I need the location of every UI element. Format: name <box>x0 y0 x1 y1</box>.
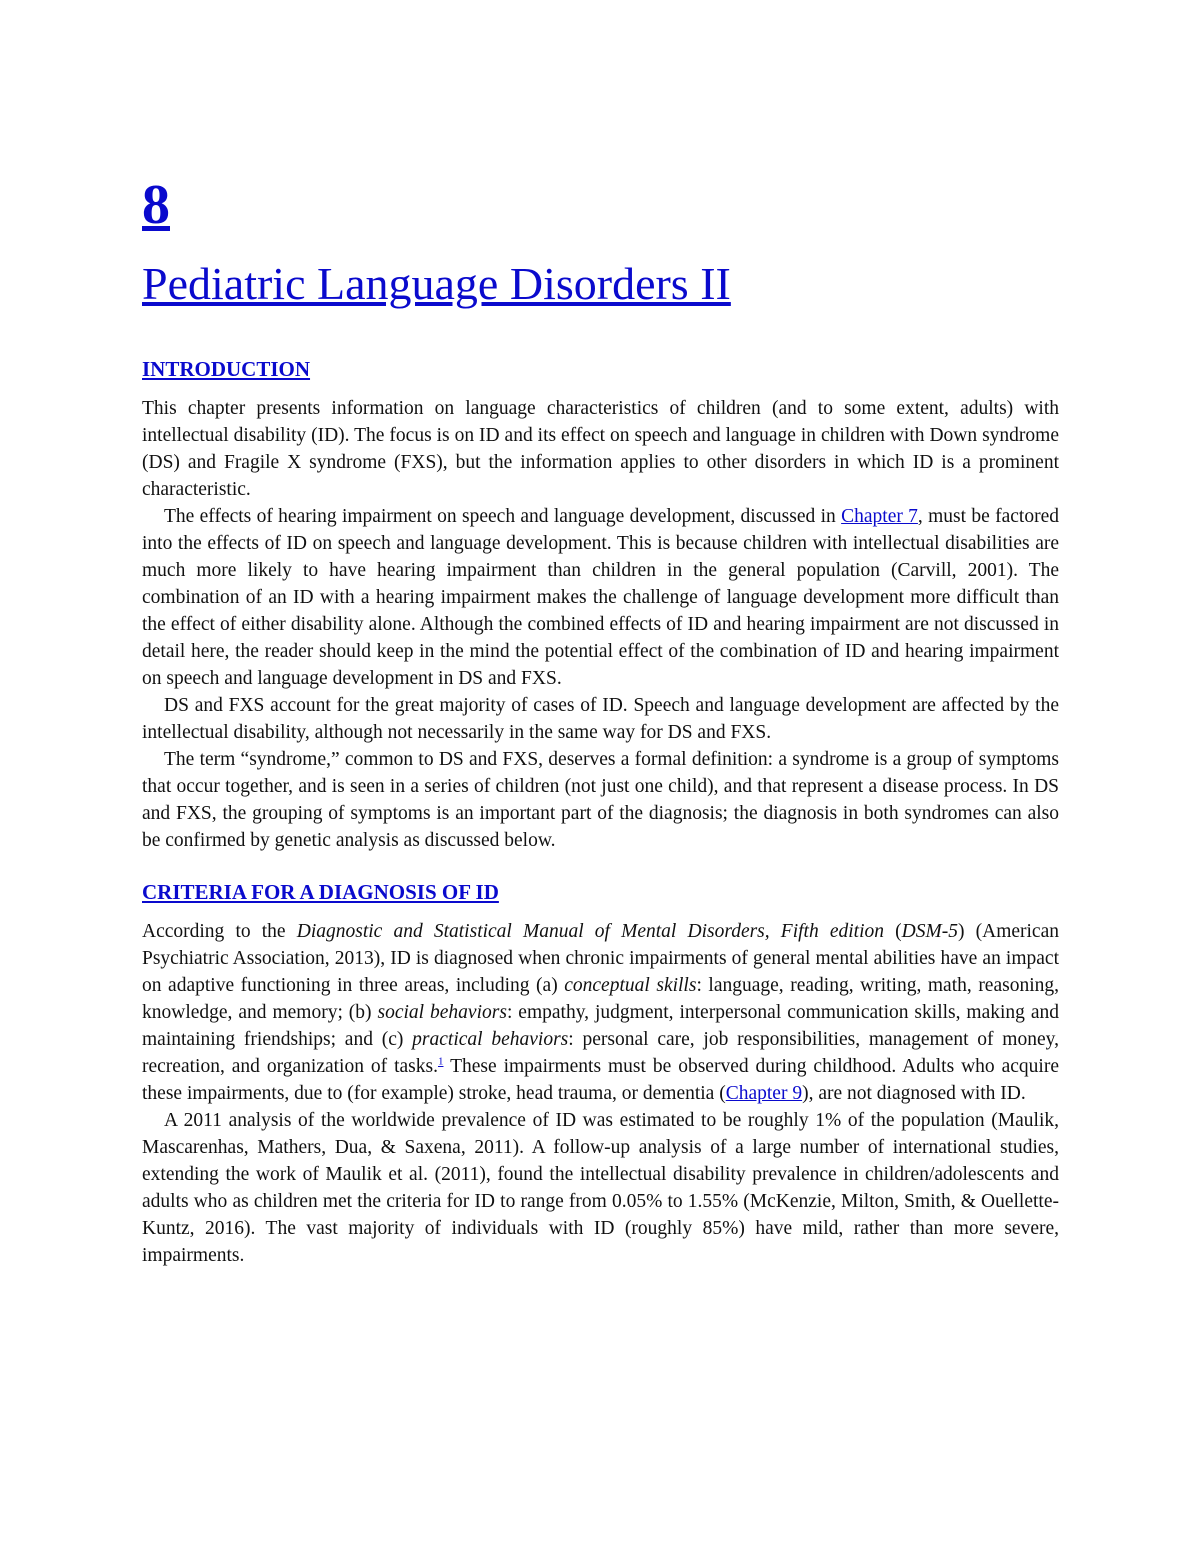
criteria-paragraph-2: A 2011 analysis of the worldwide prevalence of ID was estimated to be roughly 1% of the population (Maulik, Mascarenhas, Mathers, Dua, & Saxena, 2011). A follow-up analysis of a large number of international studies, extending the work of Maulik et al. (2011), found the intellectual disability prevalence in children/adolescents and adults who as children met the criteria for ID to range from 0.05% to 1.55% (McKenzie, Milton, Smith, & Ouellette-Kuntz, 2016). The vast majority of individuals with ID (roughly 85%) have mild, rather than more severe, impairments. <box>142 1110 1059 1266</box>
document-page <box>142 175 1059 1269</box>
section-heading-introduction <box>142 355 1059 383</box>
introduction-heading-link[interactable]: INTRODUCTION <box>142 357 311 381</box>
criteria-paragraph-1 <box>142 918 1059 1107</box>
dsm-abbrev: DSM-5 <box>901 921 958 942</box>
criteria-text-h: ), are not diagnosed with ID. <box>802 1083 1026 1104</box>
criteria-text-g: These impairments must be observed during childhood. Adults who acquire these impairments, due to (for example) stroke, head trauma, or dementia ( <box>142 1056 1060 1104</box>
intro-paragraph-3: DS and FXS account for the great majority of cases of ID. Speech and language development are affected by the intellectual disability, although not necessarily in the same way for DS and FXS. <box>142 695 1059 743</box>
criteria-text-d: : language, reading, writing, math, reasoning, knowledge, and memory; (b) <box>142 975 1059 1023</box>
social-behaviors-term: social behaviors <box>377 1002 507 1023</box>
section-heading-criteria <box>142 878 1059 906</box>
intro-p2-text-before: The effects of hearing impairment on speech and language development, discussed in <box>164 506 842 527</box>
criteria-text-c: ) (American Psychiatric Association, 2013), ID is diagnosed when chronic impairments of general mental abilities have an impact on adaptive functioning in three areas, including (a) <box>142 921 1059 996</box>
criteria-text-e: : empathy, judgment, interpersonal communication skills, making and maintaining friendships; and (c) <box>142 1002 1060 1050</box>
dsm-manual-title: Diagnostic and Statistical Manual of Mental Disorders, Fifth edition <box>296 921 885 942</box>
criteria-heading-link[interactable]: CRITERIA FOR A DIAGNOSIS OF ID <box>142 880 499 904</box>
chapter-number <box>142 175 1059 235</box>
chapter-9-link[interactable]: Chapter 9 <box>725 1083 803 1104</box>
criteria-text-f: : personal care, job responsibilities, management of money, recreation, and organization of tasks. <box>142 1029 1059 1077</box>
footnote-1-link[interactable]: 1 <box>437 1055 444 1068</box>
intro-paragraph-4: The term “syndrome,” common to DS and FXS, deserves a formal definition: a syndrome is a group of symptoms that occur together, and is seen in a series of children (not just one child), and that represent a disease process. In DS and FXS, the grouping of symptoms is an important part of the diagnosis; the diagnosis in both syndromes can also be confirmed by genetic analysis as discussed below. <box>142 749 1059 851</box>
criteria-text-a: According to the <box>142 921 297 942</box>
intro-paragraph-1: This chapter presents information on language characteristics of children (and to some extent, adults) with intellectual disability (ID). The focus is on ID and its effect on speech and language in children with Down syndrome (DS) and Fragile X syndrome (FXS), but the information applies to other disorders in which ID is a prominent characteristic. <box>142 398 1059 500</box>
conceptual-skills-term: conceptual skills <box>564 975 697 996</box>
criteria-text-b: ( <box>884 921 902 942</box>
chapter-title <box>142 257 1059 311</box>
intro-p2-text-after: , must be factored into the effects of ID on speech and language development. This is because children with intellectual disabilities are much more likely to have hearing impairment than children in the general population (Carvill, 2001). The combination of an ID with a hearing impairment makes the challenge of language development more difficult than the effect of either disability alone. Although the combined effects of ID and hearing impairment are not discussed in detail here, the reader should keep in the mind the potential effect of the combination of ID and hearing impairment on speech and language development in DS and FXS. <box>142 506 1059 689</box>
chapter-7-link[interactable]: Chapter 7 <box>841 506 918 527</box>
intro-paragraph-2 <box>142 503 1059 692</box>
chapter-number-link[interactable]: 8 <box>142 174 170 236</box>
chapter-title-link[interactable]: Pediatric Language Disorders II <box>142 258 731 309</box>
practical-behaviors-term: practical behaviors <box>412 1029 569 1050</box>
